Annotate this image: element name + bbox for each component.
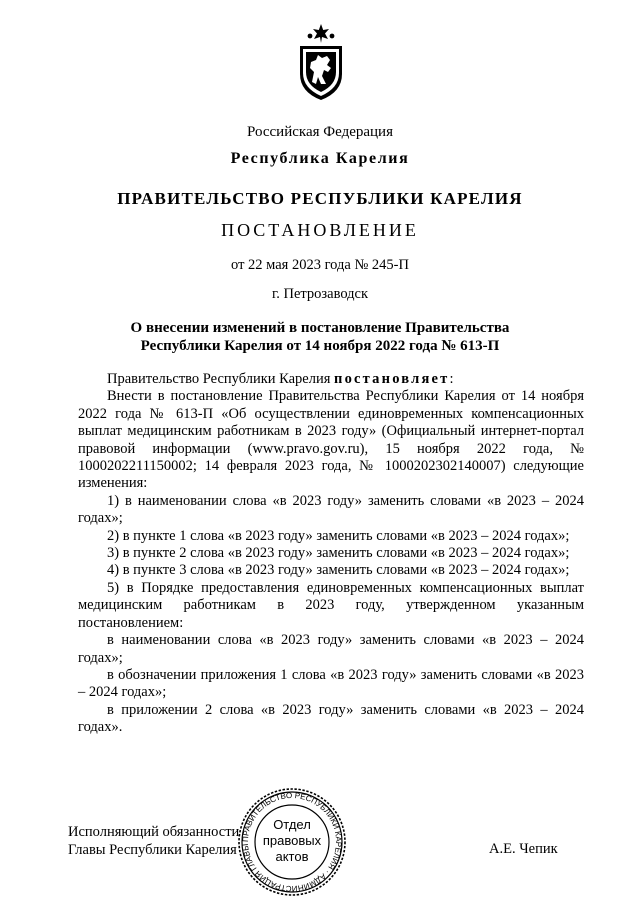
item-5a: в наименовании слова «в 2023 году» заменить словами «в 2023 – 2024 годах»; (78, 632, 584, 666)
stamp-ring-text: ПРАВИТЕЛЬСТВО РЕСПУБЛИКИ КАРЕЛИЯ · АДМИНИСТРАЦИЯ ГЛАВЫ (240, 790, 344, 894)
document-type: ПОСТАНОВЛЕНИЕ (221, 220, 419, 240)
item-2: 2) в пункте 1 слова «в 2023 году» заменить словами «в 2023 – 2024 годах»; (107, 527, 570, 544)
document-title (0, 319, 640, 355)
intro-spaced-word: постановляет (334, 371, 450, 387)
signatory-position (68, 823, 239, 859)
government-name: ПРАВИТЕЛЬСТВО РЕСПУБЛИКИ КАРЕЛИЯ (117, 189, 523, 208)
paragraph-1: Внести в постановление Правительства Республики Карелия от 14 ноября 2022 года № 613-П «Об осуществлении единовременных компенсационных выплат медицинским работникам в 2023 году» (Официальный интернет-портал правовой информации (www.pravo.gov.ru), 15 ноября 2022 года, № 1000202211150002; 14 февраля 2023 года, № 1000202302140007) следующие изменения: (78, 388, 584, 492)
item-1: 1) в наименовании слова «в 2023 году» заменить словами «в 2023 – 2024 годах»; (78, 492, 584, 527)
item-5c: в приложении 2 слова «в 2023 году» заменить словами «в 2023 – 2024 годах». (78, 701, 584, 736)
title-line-1: О внесении изменений в постановление Правительства (130, 320, 510, 336)
intro-suffix: : (449, 371, 454, 387)
item-5b: в обозначении приложения 1 слова «в 2023 году» заменить словами «в 2023 – 2024 годах»; (78, 666, 584, 701)
stamp-line-2: правовых (262, 833, 322, 848)
item-4: 4) в пункте 3 слова «в 2023 году» заменить словами «в 2023 – 2024 годах»; (107, 562, 570, 579)
document-body (78, 371, 584, 737)
legal-department-stamp-icon (228, 787, 356, 897)
republic-name: Республика Карелия (230, 150, 410, 167)
position-line-1: Исполняющий обязанности (68, 824, 240, 840)
date-and-number: от 22 мая 2023 года № 245-П (231, 257, 409, 273)
position-line-2: Главы Республики Карелия (68, 842, 237, 858)
item-3: 3) в пункте 2 слова «в 2023 году» заменить словами «в 2023 – 2024 годах»; (107, 545, 570, 562)
city: г. Петрозаводск (271, 286, 369, 302)
stamp-line-1: Отдел (273, 817, 311, 832)
title-line-2: Республики Карелия от 14 ноября 2022 года № 613-П (140, 338, 500, 354)
intro-paragraph (78, 371, 584, 388)
country-name: Российская Федерация (247, 124, 393, 140)
intro-prefix: Правительство Республики Карелия (107, 371, 335, 387)
karelia-coat-of-arms-icon (294, 22, 348, 102)
signatory-name: А.Е. Чепик (489, 841, 558, 857)
item-5: 5) в Порядке предоставления единовременных компенсационных выплат медицинским работникам в 2023 году, утвержденном указанным постановлением: (78, 579, 584, 631)
stamp-line-3: актов (275, 849, 309, 864)
